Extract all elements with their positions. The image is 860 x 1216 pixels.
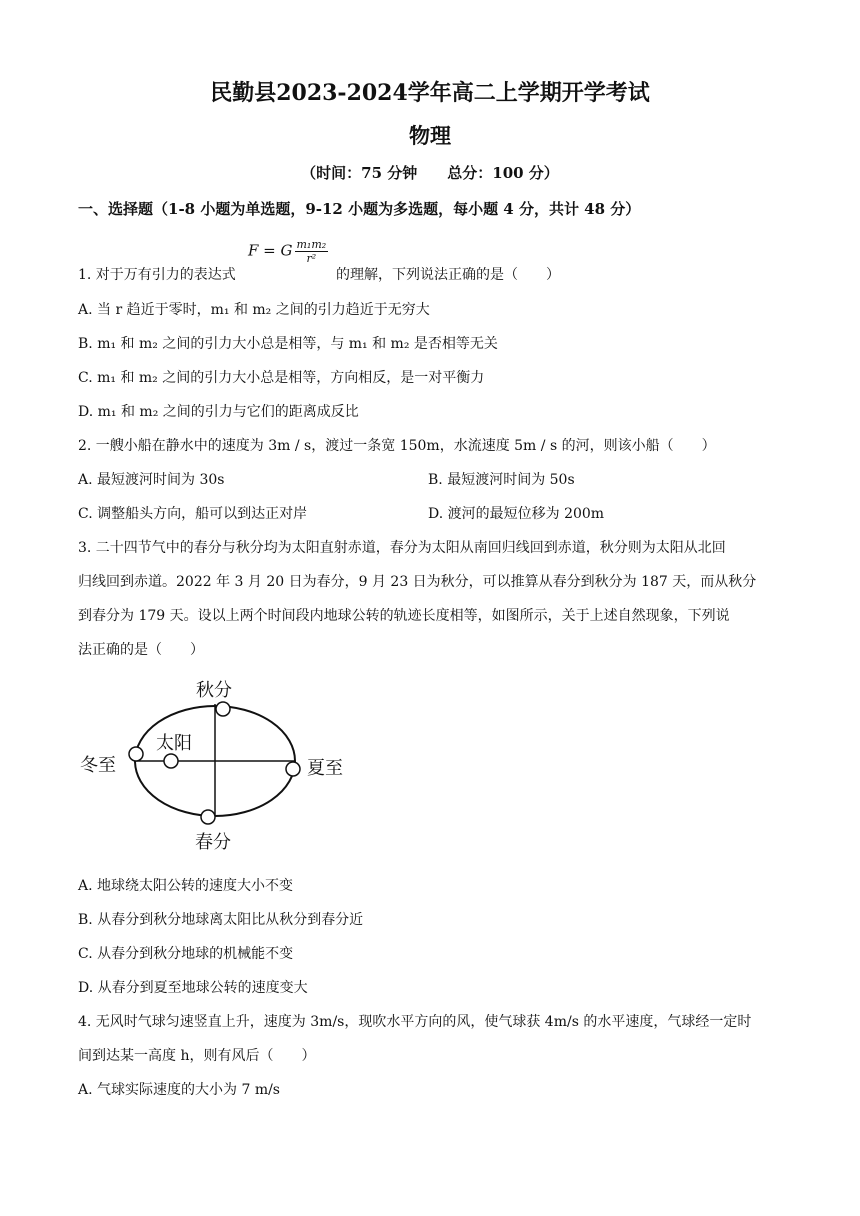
- spring-equinox-earth: [201, 810, 215, 824]
- q2-option-c: C. 调整船头方向，船可以到达正对岸: [78, 506, 308, 522]
- label-sun: 太阳: [156, 733, 192, 754]
- label-winter-solstice: 冬至: [80, 755, 116, 776]
- formula-numerator: m₁m₂: [296, 238, 327, 251]
- q2-option-d: D. 渡河的最短位移为 200m: [428, 506, 605, 522]
- sun-marker: [164, 754, 178, 768]
- section-heading: 一、选择题（1-8 小题为单选题，9-12 小题为多选题，每小题 4 分，共计 48 分）: [78, 200, 641, 218]
- q3-option-b: B. 从春分到秋分地球离太阳比从秋分到春分近: [78, 912, 364, 928]
- exam-info: （时间：75 分钟 总分：100 分）: [301, 164, 559, 182]
- gravitation-formula: [248, 238, 328, 265]
- formula-denominator: r²: [306, 252, 317, 265]
- label-autumn-equinox: 秋分: [196, 680, 232, 701]
- autumn-equinox-earth: [216, 702, 230, 716]
- winter-solstice-earth: [129, 747, 143, 761]
- q2-option-b: B. 最短渡河时间为 50s: [428, 472, 575, 488]
- subject-title: 物理: [409, 123, 451, 148]
- q4-option-a: A. 气球实际速度的大小为 7 m/s: [78, 1082, 280, 1098]
- q3-stem-line-1: 3. 二十四节气中的春分与秋分均为太阳直射赤道，春分为太阳从南回归线回到赤道，秋分则为太阳从北回: [78, 540, 726, 556]
- q3-stem-line-2: 归线回到赤道。2022 年 3 月 20 日为春分，9 月 23 日为秋分，可以推算从春分到秋分为 187 天，而从秋分: [78, 574, 757, 590]
- label-summer-solstice: 夏至: [307, 758, 343, 779]
- q3-stem-line-3: 到春分为 179 天。设以上两个时间段内地球公转的轨迹长度相等，如图所示，关于上述自然现象，下列说: [78, 608, 730, 624]
- q4-stem-line-2: 间到达某一高度 h，则有风后（ ）: [78, 1048, 316, 1064]
- q3-option-a: A. 地球绕太阳公转的速度大小不变: [78, 878, 294, 894]
- q2-option-a: A. 最短渡河时间为 30s: [78, 472, 225, 488]
- summer-solstice-earth: [286, 762, 300, 776]
- q1-option-b: B. m₁ 和 m₂ 之间的引力大小总是相等，与 m₁ 和 m₂ 是否相等无关: [78, 336, 498, 352]
- formula-lhs: F = G: [248, 241, 293, 260]
- exam-title: 民勤县2023-2024学年高二上学期开学考试: [210, 80, 650, 106]
- label-spring-equinox: 春分: [195, 832, 231, 853]
- q1-option-d: D. m₁ 和 m₂ 之间的引力与它们的距离成反比: [78, 404, 359, 420]
- q1-option-c: C. m₁ 和 m₂ 之间的引力大小总是相等，方向相反，是一对平衡力: [78, 370, 485, 386]
- q3-option-d: D. 从春分到夏至地球公转的速度变大: [78, 980, 308, 996]
- q3-stem-line-4: 法正确的是（ ）: [78, 642, 204, 658]
- q1-stem-before: 1. 对于万有引力的表达式: [78, 267, 236, 283]
- q1-stem-after: 的理解，下列说法正确的是（ ）: [336, 267, 560, 283]
- q4-stem-line-1: 4. 无风时气球匀速竖直上升，速度为 3m/s，现吹水平方向的风，使气球获 4m/s 的水平速度，气球经一定时: [78, 1014, 752, 1030]
- earth-orbit-diagram: [78, 672, 368, 857]
- q1-option-a: A. 当 r 趋近于零时，m₁ 和 m₂ 之间的引力趋近于无穷大: [78, 302, 430, 318]
- formula-fraction: [295, 238, 329, 265]
- q3-option-c: C. 从春分到秋分地球的机械能不变: [78, 946, 294, 962]
- q2-stem: 2. 一艘小船在静水中的速度为 3m / s，渡过一条宽 150m，水流速度 5m / s 的河，则该小船（ ）: [78, 438, 716, 454]
